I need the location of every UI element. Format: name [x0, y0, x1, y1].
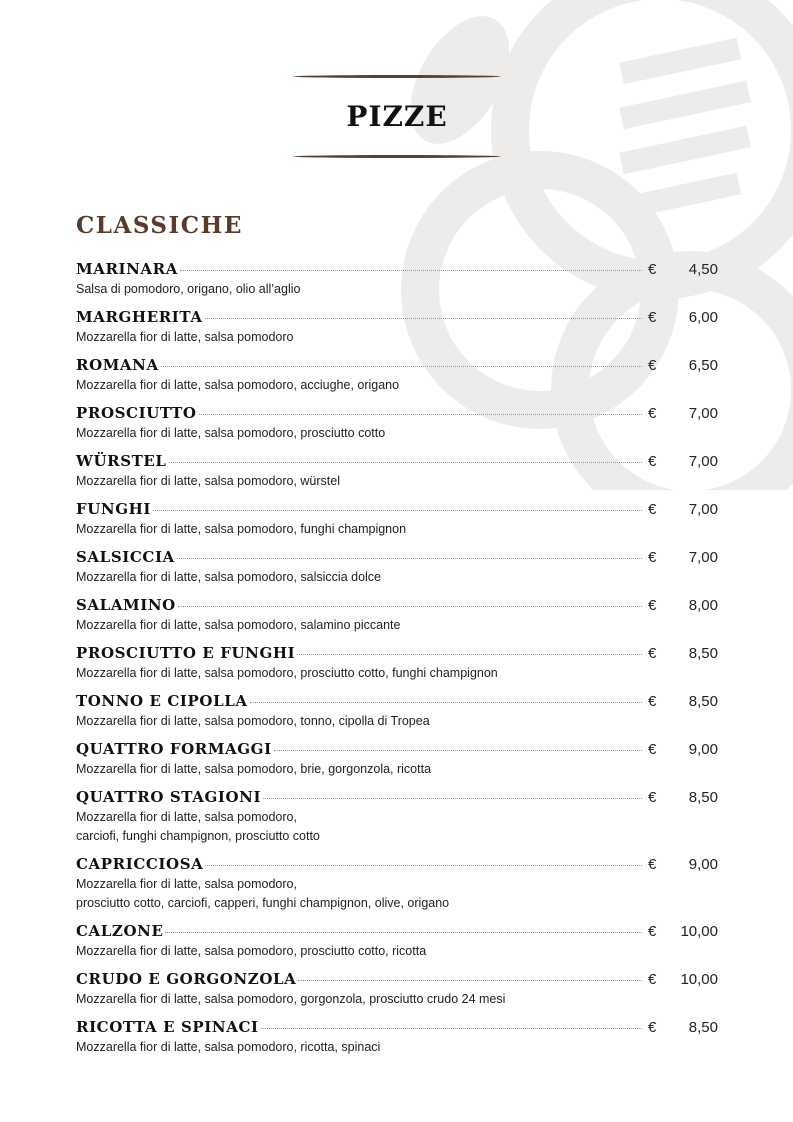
menu-item-row	[76, 452, 718, 472]
dot-leader	[298, 980, 642, 981]
currency-symbol: €	[648, 261, 657, 278]
dot-leader	[205, 865, 642, 866]
menu-item	[76, 970, 718, 1009]
menu-item	[76, 692, 718, 731]
menu-item	[76, 740, 718, 779]
currency-symbol: €	[648, 971, 657, 988]
menu-item	[76, 548, 718, 587]
item-price: 6,00	[688, 309, 718, 326]
item-description: Mozzarella fior di latte, salsa pomodoro, gorgonzola, prosciutto crudo 24 mesi	[76, 992, 506, 1006]
menu-item-row	[76, 596, 718, 616]
menu-item-row	[76, 404, 718, 424]
dot-leader	[263, 798, 642, 799]
item-name: ROMANA	[76, 356, 159, 374]
item-description: prosciutto cotto, carciofi, capperi, funghi champignon, olive, origano	[76, 896, 450, 910]
currency-symbol: €	[648, 357, 657, 374]
item-price: 10,00	[680, 923, 718, 940]
item-name: RICOTTA E SPINACI	[76, 1018, 259, 1036]
item-price: 6,50	[688, 357, 718, 374]
currency-symbol: €	[648, 923, 657, 940]
currency-symbol: €	[648, 1019, 657, 1036]
item-price: 7,00	[688, 405, 718, 422]
item-name: WÜRSTEL	[76, 452, 167, 470]
item-description: Mozzarella fior di latte, salsa pomodoro,	[76, 877, 297, 891]
page-title: PIZZE	[346, 100, 448, 133]
menu-item-row	[76, 548, 718, 568]
item-price: 10,00	[680, 971, 718, 988]
item-price: 9,00	[688, 856, 718, 873]
item-price: 8,00	[688, 597, 718, 614]
currency-symbol: €	[648, 501, 657, 518]
header-rule-top	[293, 75, 501, 78]
dot-leader	[199, 414, 642, 415]
item-description: Mozzarella fior di latte, salsa pomodoro, prosciutto cotto	[76, 426, 386, 440]
menu-item-row	[76, 788, 718, 808]
item-name: MARINARA	[76, 260, 178, 278]
item-price: 8,50	[688, 693, 718, 710]
item-description: Mozzarella fior di latte, salsa pomodoro, salamino piccante	[76, 618, 401, 632]
currency-symbol: €	[648, 309, 657, 326]
item-description: Mozzarella fior di latte, salsa pomodoro, ricotta, spinaci	[76, 1040, 381, 1054]
menu-item-row	[76, 855, 718, 875]
item-price: 9,00	[688, 741, 718, 758]
menu-item	[76, 855, 718, 913]
item-description: Mozzarella fior di latte, salsa pomodoro, prosciutto cotto, ricotta	[76, 944, 427, 958]
item-name: CALZONE	[76, 922, 164, 940]
item-price: 7,00	[688, 501, 718, 518]
currency-symbol: €	[648, 405, 657, 422]
currency-symbol: €	[648, 597, 657, 614]
header-rule-bottom	[293, 155, 501, 158]
item-description: Mozzarella fior di latte, salsa pomodoro, brie, gorgonzola, ricotta	[76, 762, 432, 776]
item-price: 8,50	[688, 1019, 718, 1036]
menu-item-row	[76, 644, 718, 664]
item-name: QUATTRO FORMAGGI	[76, 740, 272, 758]
menu-item-row	[76, 692, 718, 712]
item-name: PROSCIUTTO E FUNGHI	[76, 644, 296, 662]
dot-leader	[165, 932, 642, 933]
menu-item	[76, 596, 718, 635]
currency-symbol: €	[648, 856, 657, 873]
menu-item	[76, 500, 718, 539]
menu-item	[76, 260, 718, 299]
item-name: MARGHERITA	[76, 308, 203, 326]
item-name: TONNO E CIPOLLA	[76, 692, 248, 710]
item-description: Salsa di pomodoro, origano, olio all’aglio	[76, 282, 301, 296]
menu-item	[76, 922, 718, 961]
item-price: 7,00	[688, 453, 718, 470]
item-price: 4,50	[688, 261, 718, 278]
menu-item-row	[76, 1018, 718, 1038]
item-description: Mozzarella fior di latte, salsa pomodoro, tonno, cipolla di Tropea	[76, 714, 430, 728]
item-price: 7,00	[688, 549, 718, 566]
item-name: SALAMINO	[76, 596, 176, 614]
dot-leader	[153, 510, 642, 511]
item-name: CAPRICCIOSA	[76, 855, 204, 873]
currency-symbol: €	[648, 693, 657, 710]
menu-item-row	[76, 970, 718, 990]
item-price: 8,50	[688, 645, 718, 662]
menu-item	[76, 404, 718, 443]
item-name: FUNGHI	[76, 500, 152, 518]
dot-leader	[169, 462, 642, 463]
menu-item	[76, 452, 718, 491]
dot-leader	[180, 270, 642, 271]
item-description: Mozzarella fior di latte, salsa pomodoro, würstel	[76, 474, 341, 488]
menu-item-row	[76, 922, 718, 942]
currency-symbol: €	[648, 789, 657, 806]
item-name: SALSICCIA	[76, 548, 175, 566]
menu-item-list	[76, 260, 718, 1066]
menu-item-row	[76, 740, 718, 760]
section-title: CLASSICHE	[76, 212, 243, 239]
menu-item	[76, 1018, 718, 1057]
currency-symbol: €	[648, 453, 657, 470]
item-description: Mozzarella fior di latte, salsa pomodoro, salsiccia dolce	[76, 570, 381, 584]
currency-symbol: €	[648, 549, 657, 566]
item-description: Mozzarella fior di latte, salsa pomodoro, acciughe, origano	[76, 378, 400, 392]
menu-item	[76, 308, 718, 347]
item-description: Mozzarella fior di latte, salsa pomodoro	[76, 330, 294, 344]
dot-leader	[250, 702, 642, 703]
menu-item-row	[76, 260, 718, 280]
item-name: QUATTRO STAGIONI	[76, 788, 262, 806]
dot-leader	[177, 558, 642, 559]
item-name: CRUDO E GORGONZOLA	[76, 970, 297, 988]
menu-item	[76, 356, 718, 395]
menu-item-row	[76, 308, 718, 328]
menu-item-row	[76, 500, 718, 520]
dot-leader	[205, 318, 642, 319]
currency-symbol: €	[648, 741, 657, 758]
currency-symbol: €	[648, 645, 657, 662]
dot-leader	[297, 654, 642, 655]
item-description: carciofi, funghi champignon, prosciutto cotto	[76, 829, 320, 843]
item-description: Mozzarella fior di latte, salsa pomodoro,	[76, 810, 297, 824]
dot-leader	[178, 606, 642, 607]
menu-item-row	[76, 356, 718, 376]
item-price: 8,50	[688, 789, 718, 806]
dot-leader	[261, 1028, 642, 1029]
item-name: PROSCIUTTO	[76, 404, 197, 422]
item-description: Mozzarella fior di latte, salsa pomodoro, funghi champignon	[76, 522, 407, 536]
dot-leader	[274, 750, 642, 751]
dot-leader	[161, 366, 642, 367]
menu-item	[76, 644, 718, 683]
item-description: Mozzarella fior di latte, salsa pomodoro, prosciutto cotto, funghi champignon	[76, 666, 498, 680]
menu-item	[76, 788, 718, 846]
